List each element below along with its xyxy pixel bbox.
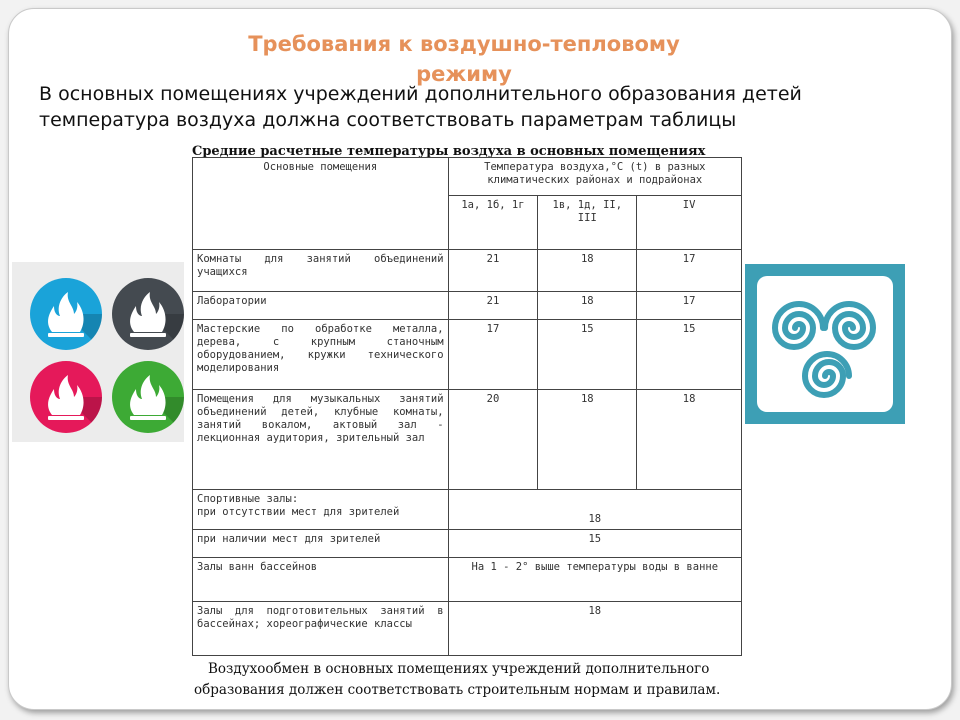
header-temperature-line-2: климатических районах и подрайонах — [487, 174, 703, 186]
temp-zone-3: 17 — [637, 292, 742, 320]
title-line-1: Требования к воздушно-тепловому — [248, 32, 680, 56]
fire-icon — [30, 361, 102, 433]
temp-all-zones: На 1 - 2° выше температуры воды в ванне — [448, 558, 741, 602]
air-swirl-icon — [745, 264, 905, 424]
temp-zone-1: 21 — [448, 292, 538, 320]
temp-zone-2: 18 — [538, 292, 637, 320]
room-name: Лаборатории — [193, 292, 449, 320]
slide-title — [159, 29, 769, 89]
temperature-table — [192, 157, 742, 656]
table-row — [193, 390, 742, 490]
room-name: Залы ванн бассейнов — [193, 558, 449, 602]
header-zone-1: 1а, 1б, 1г — [448, 196, 538, 250]
fire-icon — [112, 361, 184, 433]
fire-icon — [112, 278, 184, 350]
sports-halls-title: Спортивные залы: — [197, 493, 299, 505]
room-name: Залы для подготовительных занятий в бассейнах; хореографические классы — [193, 602, 449, 656]
table-header-row — [193, 158, 742, 196]
table-row — [193, 558, 742, 602]
room-name: Помещения для музыкальных занятий объединений детей, клубные комнаты, занятий вокалом, актовый зал - лекционная аудитория, зрительный зал — [193, 390, 449, 490]
header-temperature — [448, 158, 741, 196]
temp-all-zones: 18 — [448, 602, 741, 656]
temp-zone-2: 18 — [538, 390, 637, 490]
header-zone-2: 1в, 1д, II, III — [538, 196, 637, 250]
table-row — [193, 490, 742, 530]
room-name: при наличии мест для зрителей — [193, 530, 449, 558]
room-name: Комнаты для занятий объединений учащихся — [193, 250, 449, 292]
sports-no-spectators: при отсутствии мест для зрителей — [197, 506, 400, 518]
slide — [8, 8, 952, 710]
temp-zone-3: 15 — [637, 320, 742, 390]
footer-note — [194, 659, 754, 701]
temp-zone-3: 18 — [637, 390, 742, 490]
temp-zone-1: 21 — [448, 250, 538, 292]
temp-zone-2: 18 — [538, 250, 637, 292]
header-rooms: Основные помещения — [193, 158, 449, 250]
table-row — [193, 320, 742, 390]
intro-line-2: температура воздуха должна соответствовать параметрам таблицы — [39, 109, 737, 131]
room-name: Мастерские по обработке металла, дерева, с крупным станочным оборудованием, кружки технического моделирования — [193, 320, 449, 390]
footer-line-1: Воздухообмен в основных помещениях учреждений дополнительного — [208, 661, 710, 677]
fire-icons-panel — [12, 262, 184, 442]
temp-all-zones — [448, 490, 741, 530]
intro-line-1: В основных помещениях учреждений дополнительного образования детей — [39, 83, 802, 105]
table-row — [193, 292, 742, 320]
table-row — [193, 250, 742, 292]
table-caption: Средние расчетные температуры воздуха в основных помещениях — [192, 144, 706, 159]
header-zone-3: IV — [637, 196, 742, 250]
footer-line-2: образования должен соответствовать строительным нормам и правилам. — [194, 682, 721, 698]
temp-zone-3: 17 — [637, 250, 742, 292]
header-temperature-line-1: Температура воздуха,°C (t) в разных — [484, 161, 706, 173]
table-row — [193, 530, 742, 558]
intro-text — [39, 81, 929, 133]
temp-zone-1: 17 — [448, 320, 538, 390]
temp-zone-1: 20 — [448, 390, 538, 490]
sports-no-spectators-value: 18 — [588, 513, 602, 525]
temp-all-zones: 15 — [448, 530, 741, 558]
table-row — [193, 602, 742, 656]
room-name — [193, 490, 449, 530]
title-line-2: режиму — [416, 62, 512, 86]
fire-icon — [30, 278, 102, 350]
temp-zone-2: 15 — [538, 320, 637, 390]
